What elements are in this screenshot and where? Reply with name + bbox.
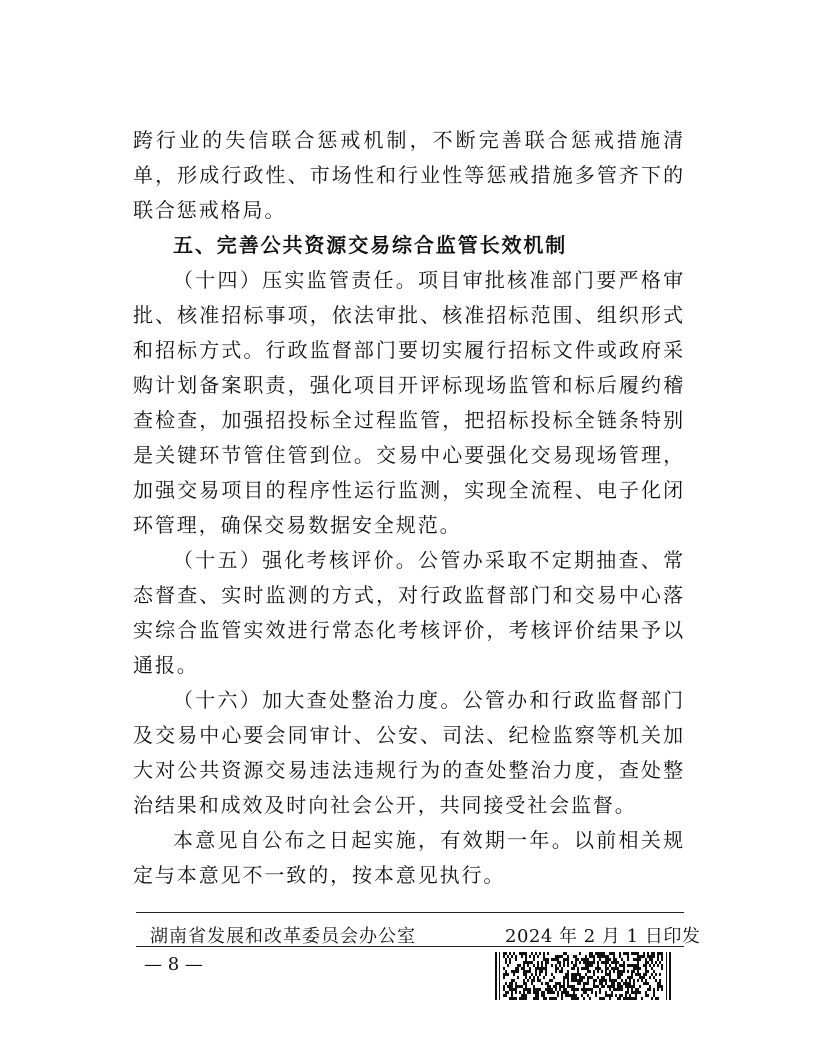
paragraph-item-16: （十六）加大查处整治力度。公管办和行政监督部门及交易中心要会同审计、公安、司法、纪检监察等机关加大对公共资源交易违法违规行为的查处整治力度，查处整治结果和成效及时向社会公开，共同接受社会监督。 [133,688,685,817]
body-text [133,123,685,893]
paragraph-item-14: （十四）压实监管责任。项目审批核准部门要严格审批、核准招标事项，依法审批、核准招标范围、组织形式和招标方式。行政监督部门要切实履行招标文件或政府采购计划备案职责，强化项目开评标现场监管和标后履约稽查检查，加强招投标全过程监管，把招标投标全链条特别是关键环节管住管到位。交易中心要强化交易现场管理，加强交易项目的程序性运行监测，实现全流程、电子化闭环管理，确保交易数据安全规范。 [133,268,685,537]
footer-bottom-rule [136,946,684,947]
footer-print-date: 2024 年 2 月 1 日印发 [505,926,701,947]
paragraph-effective-date: 本意见自公布之日起实施，有效期一年。以前相关规定与本意见不一致的，按本意见执行。 [133,828,685,887]
barcode-icon [495,952,671,1000]
paragraph-continuation: 跨行业的失信联合惩戒机制，不断完善联合惩戒措施清单，形成行政性、市场性和行业性等惩戒措施多管齐下的联合惩戒格局。 [133,128,685,222]
footer-top-rule [136,912,684,913]
page-number: — 8 — [144,954,203,975]
paragraph-item-15: （十五）强化考核评价。公管办采取不定期抽查、常态督查、实时监测的方式，对行政监督部门和交易中心落实综合监管实效进行常态化考核评价，考核评价结果予以通报。 [133,548,685,677]
section-heading: 五、完善公共资源交易综合监管长效机制 [173,233,568,257]
footer-issuer: 湖南省发展和改革委员会办公室 [150,926,416,947]
